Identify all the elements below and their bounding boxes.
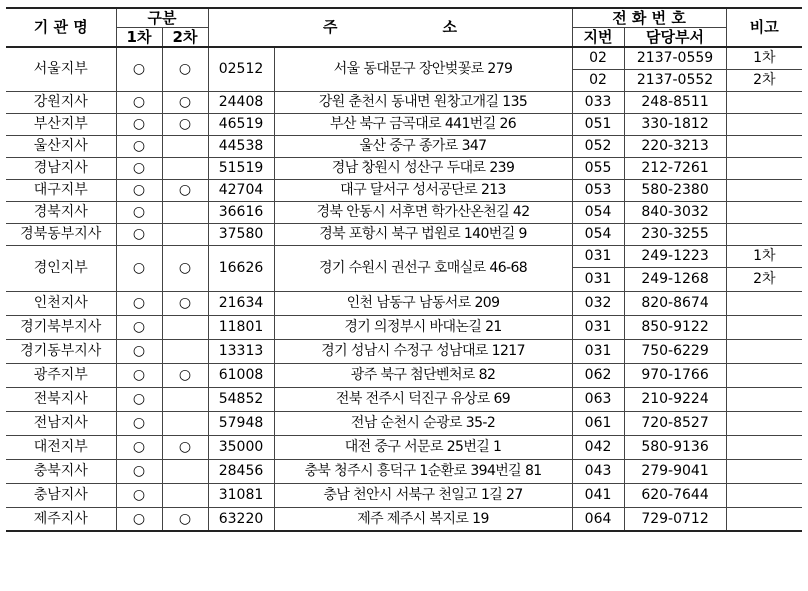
- first-round-mark: ○: [116, 411, 162, 435]
- postal-code: 36616: [208, 201, 274, 223]
- table-row: [6, 135, 802, 157]
- table-row: [6, 459, 802, 483]
- office-address: 광주 북구 첨단벤처로 82: [274, 363, 572, 387]
- dept-number: 970-1766: [624, 363, 726, 387]
- postal-code: 54852: [208, 387, 274, 411]
- note: [726, 363, 802, 387]
- office-address: 강원 춘천시 동내면 원창고개길 135: [274, 91, 572, 113]
- office-name: 경북지사: [6, 201, 116, 223]
- note: [726, 339, 802, 363]
- area-code: 055: [572, 157, 624, 179]
- header-dept: 담당부서: [624, 28, 726, 48]
- note: [726, 507, 802, 531]
- first-round-mark: ○: [116, 483, 162, 507]
- postal-code: 37580: [208, 223, 274, 245]
- office-name: 충남지사: [6, 483, 116, 507]
- header-area: 지번: [572, 28, 624, 48]
- dept-number: 2137-0552: [624, 69, 726, 91]
- area-code: 031: [572, 267, 624, 291]
- office-name: 광주지부: [6, 363, 116, 387]
- note: [726, 135, 802, 157]
- table-row: [6, 387, 802, 411]
- dept-number: 230-3255: [624, 223, 726, 245]
- first-round-mark: ○: [116, 201, 162, 223]
- postal-code: 63220: [208, 507, 274, 531]
- table-header: [6, 8, 802, 47]
- dept-number: 248-8511: [624, 91, 726, 113]
- dept-number: 850-9122: [624, 315, 726, 339]
- office-name: 인천지사: [6, 291, 116, 315]
- area-code: 031: [572, 339, 624, 363]
- note: [726, 435, 802, 459]
- area-code: 054: [572, 201, 624, 223]
- area-code: 02: [572, 69, 624, 91]
- dept-number: 620-7644: [624, 483, 726, 507]
- dept-number: 729-0712: [624, 507, 726, 531]
- note: [726, 411, 802, 435]
- second-round-mark: [162, 157, 208, 179]
- office-name: 대구지부: [6, 179, 116, 201]
- area-code: 064: [572, 507, 624, 531]
- dept-number: 210-9224: [624, 387, 726, 411]
- header-note: 비고: [726, 8, 802, 47]
- table-row: [6, 291, 802, 315]
- dept-number: 212-7261: [624, 157, 726, 179]
- table-row: [6, 483, 802, 507]
- table-row: [6, 91, 802, 113]
- note: [726, 201, 802, 223]
- note: [726, 291, 802, 315]
- postal-code: 51519: [208, 157, 274, 179]
- note: [726, 483, 802, 507]
- table-row: [6, 245, 802, 267]
- office-name: 대전지부: [6, 435, 116, 459]
- second-round-mark: [162, 201, 208, 223]
- dept-number: 720-8527: [624, 411, 726, 435]
- office-name: 부산지부: [6, 113, 116, 135]
- office-address: 충남 천안시 서북구 천일고 1길 27: [274, 483, 572, 507]
- table-row: [6, 315, 802, 339]
- note: [726, 179, 802, 201]
- office-name: 울산지사: [6, 135, 116, 157]
- office-address: 경기 성남시 수정구 성남대로 1217: [274, 339, 572, 363]
- table-row: [6, 157, 802, 179]
- office-address: 전남 순천시 순광로 35-2: [274, 411, 572, 435]
- office-address: 충북 청주시 흥덕구 1순환로 394번길 81: [274, 459, 572, 483]
- area-code: 02: [572, 47, 624, 69]
- table-row: [6, 47, 802, 69]
- second-round-mark: [162, 223, 208, 245]
- table-row: [6, 339, 802, 363]
- table-row: [6, 179, 802, 201]
- second-round-mark: ○: [162, 435, 208, 459]
- postal-code: 21634: [208, 291, 274, 315]
- area-code: 062: [572, 363, 624, 387]
- header-phone: 전 화 번 호: [572, 8, 726, 28]
- first-round-mark: ○: [116, 47, 162, 91]
- area-code: 054: [572, 223, 624, 245]
- office-address: 경북 포항시 북구 법원로 140번길 9: [274, 223, 572, 245]
- first-round-mark: ○: [116, 315, 162, 339]
- first-round-mark: ○: [116, 135, 162, 157]
- office-name: 경인지부: [6, 245, 116, 291]
- office-address: 경남 창원시 성산구 두대로 239: [274, 157, 572, 179]
- header-address: 주 소: [208, 8, 572, 47]
- note: 1차: [726, 47, 802, 69]
- office-name: 경기북부지사: [6, 315, 116, 339]
- office-address: 경기 수원시 권선구 호매실로 46-68: [274, 245, 572, 291]
- dept-number: 840-3032: [624, 201, 726, 223]
- postal-code: 31081: [208, 483, 274, 507]
- table-row: [6, 363, 802, 387]
- second-round-mark: ○: [162, 113, 208, 135]
- table-row: [6, 223, 802, 245]
- dept-number: 820-8674: [624, 291, 726, 315]
- second-round-mark: ○: [162, 47, 208, 91]
- postal-code: 16626: [208, 245, 274, 291]
- second-round-mark: [162, 135, 208, 157]
- office-address: 경북 안동시 서후면 학가산온천길 42: [274, 201, 572, 223]
- postal-code: 11801: [208, 315, 274, 339]
- note: [726, 387, 802, 411]
- dept-number: 330-1812: [624, 113, 726, 135]
- area-code: 063: [572, 387, 624, 411]
- first-round-mark: ○: [116, 339, 162, 363]
- first-round-mark: ○: [116, 387, 162, 411]
- second-round-mark: [162, 411, 208, 435]
- office-address: 울산 중구 종가로 347: [274, 135, 572, 157]
- office-address: 제주 제주시 복지로 19: [274, 507, 572, 531]
- office-address: 부산 북구 금곡대로 441번길 26: [274, 113, 572, 135]
- office-address: 대구 달서구 성서공단로 213: [274, 179, 572, 201]
- area-code: 032: [572, 291, 624, 315]
- second-round-mark: ○: [162, 91, 208, 113]
- area-code: 033: [572, 91, 624, 113]
- postal-code: 13313: [208, 339, 274, 363]
- area-code: 051: [572, 113, 624, 135]
- first-round-mark: ○: [116, 157, 162, 179]
- first-round-mark: ○: [116, 291, 162, 315]
- postal-code: 57948: [208, 411, 274, 435]
- office-address: 대전 중구 서문로 25번길 1: [274, 435, 572, 459]
- office-name: 강원지사: [6, 91, 116, 113]
- table-row: [6, 411, 802, 435]
- note: [726, 113, 802, 135]
- office-name: 경기동부지사: [6, 339, 116, 363]
- office-name: 제주지사: [6, 507, 116, 531]
- postal-code: 61008: [208, 363, 274, 387]
- second-round-mark: [162, 483, 208, 507]
- office-name: 충북지사: [6, 459, 116, 483]
- header-first: 1차: [116, 28, 162, 48]
- dept-number: 580-9136: [624, 435, 726, 459]
- second-round-mark: ○: [162, 363, 208, 387]
- dept-number: 279-9041: [624, 459, 726, 483]
- header-second: 2차: [162, 28, 208, 48]
- table-row: [6, 201, 802, 223]
- dept-number: 249-1223: [624, 245, 726, 267]
- office-address: 전북 전주시 덕진구 유상로 69: [274, 387, 572, 411]
- note: [726, 223, 802, 245]
- office-address: 경기 의정부시 바대논길 21: [274, 315, 572, 339]
- area-code: 042: [572, 435, 624, 459]
- second-round-mark: ○: [162, 245, 208, 291]
- second-round-mark: [162, 315, 208, 339]
- note: 2차: [726, 69, 802, 91]
- first-round-mark: ○: [116, 113, 162, 135]
- area-code: 041: [572, 483, 624, 507]
- first-round-mark: ○: [116, 245, 162, 291]
- second-round-mark: [162, 459, 208, 483]
- dept-number: 2137-0559: [624, 47, 726, 69]
- postal-code: 02512: [208, 47, 274, 91]
- note: [726, 91, 802, 113]
- note: [726, 315, 802, 339]
- dept-number: 249-1268: [624, 267, 726, 291]
- area-code: 031: [572, 245, 624, 267]
- first-round-mark: ○: [116, 91, 162, 113]
- note: [726, 157, 802, 179]
- table-body: [6, 47, 802, 531]
- postal-code: 28456: [208, 459, 274, 483]
- office-name: 경북동부지사: [6, 223, 116, 245]
- office-name: 경남지사: [6, 157, 116, 179]
- first-round-mark: ○: [116, 179, 162, 201]
- postal-code: 35000: [208, 435, 274, 459]
- header-org: 기 관 명: [6, 8, 116, 47]
- first-round-mark: ○: [116, 435, 162, 459]
- area-code: 061: [572, 411, 624, 435]
- note: 1차: [726, 245, 802, 267]
- second-round-mark: ○: [162, 291, 208, 315]
- area-code: 031: [572, 315, 624, 339]
- table-row: [6, 113, 802, 135]
- area-code: 052: [572, 135, 624, 157]
- second-round-mark: ○: [162, 507, 208, 531]
- area-code: 043: [572, 459, 624, 483]
- area-code: 053: [572, 179, 624, 201]
- first-round-mark: ○: [116, 459, 162, 483]
- dept-number: 750-6229: [624, 339, 726, 363]
- office-address: 서울 동대문구 장안벚꽃로 279: [274, 47, 572, 91]
- dept-number: 580-2380: [624, 179, 726, 201]
- postal-code: 24408: [208, 91, 274, 113]
- office-name: 전남지사: [6, 411, 116, 435]
- table-row: [6, 435, 802, 459]
- note: [726, 459, 802, 483]
- second-round-mark: ○: [162, 179, 208, 201]
- office-directory-table: [6, 7, 802, 532]
- table-row: [6, 507, 802, 531]
- dept-number: 220-3213: [624, 135, 726, 157]
- office-address: 인천 남동구 남동서로 209: [274, 291, 572, 315]
- first-round-mark: ○: [116, 507, 162, 531]
- office-name: 서울지부: [6, 47, 116, 91]
- first-round-mark: ○: [116, 363, 162, 387]
- second-round-mark: [162, 339, 208, 363]
- second-round-mark: [162, 387, 208, 411]
- postal-code: 42704: [208, 179, 274, 201]
- note: 2차: [726, 267, 802, 291]
- postal-code: 46519: [208, 113, 274, 135]
- first-round-mark: ○: [116, 223, 162, 245]
- header-division: 구분: [116, 8, 208, 28]
- postal-code: 44538: [208, 135, 274, 157]
- office-name: 전북지사: [6, 387, 116, 411]
